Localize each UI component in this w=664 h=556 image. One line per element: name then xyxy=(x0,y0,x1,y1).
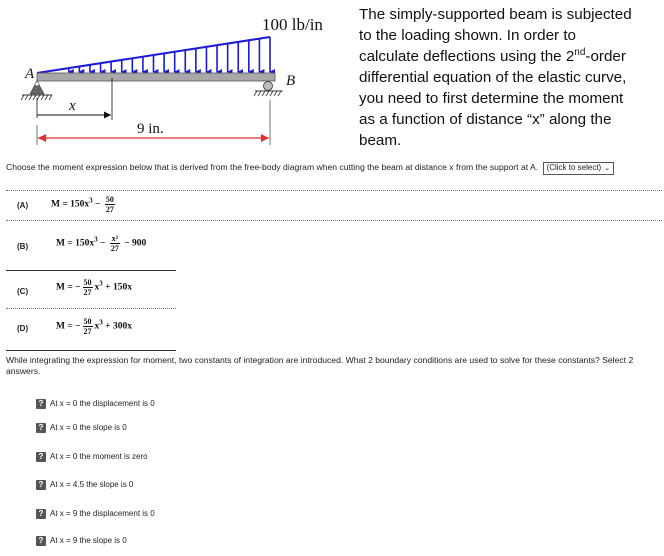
support-a-label: A xyxy=(25,66,35,82)
question-icon: ? xyxy=(36,509,46,519)
span-label: 9 in. xyxy=(137,121,164,137)
problem-line: you need to first determine the moment xyxy=(359,90,624,107)
problem-line: beam. xyxy=(359,132,402,149)
question-icon: ? xyxy=(36,452,46,462)
pin-support-a xyxy=(21,81,52,100)
option-divider xyxy=(6,308,176,309)
answer-checkbox[interactable]: ? At x = 0 the moment is zero xyxy=(36,451,148,463)
problem-line: to the loading shown. In order to xyxy=(359,27,576,44)
option-a-equation: $M = 150x^3$ − $\frac{50}{27}$ xyxy=(51,195,114,214)
chevron-down-icon: ⌄ xyxy=(604,165,611,172)
answer-checkbox[interactable]: ? At x = 0 the displacement is 0 xyxy=(36,398,155,410)
answer-checkbox[interactable]: ? At x = 4.5 the slope is 0 xyxy=(36,479,133,491)
answer-checkbox[interactable]: ? At x = 0 the slope is 0 xyxy=(36,422,127,434)
answer-checkbox[interactable]: ? At x = 9 the displacement is 0 xyxy=(36,508,155,520)
option-d[interactable]: (D) M = − $\frac{50}{27}$ $x^3 + 300x$ xyxy=(17,317,132,336)
distributed-load xyxy=(37,37,270,73)
question-icon: ? xyxy=(36,480,46,490)
problem-statement xyxy=(359,4,661,151)
option-divider xyxy=(6,270,176,271)
load-label: 100 lb/in xyxy=(262,15,323,34)
moment-question xyxy=(6,162,656,175)
support-b-label: B xyxy=(286,73,296,89)
answer-checkbox[interactable]: ? At x = 9 the slope is 0 xyxy=(36,535,127,547)
problem-line: differential equation of the elastic curve, xyxy=(359,69,627,86)
option-c[interactable]: (C) M = − $\frac{50}{27}$ $x^3 + 150x$ xyxy=(17,278,132,297)
option-divider xyxy=(6,220,662,221)
moment-select-dropdown[interactable]: (Click to select) ⌄ xyxy=(543,162,615,175)
problem-line: as a function of distance “x” along the xyxy=(359,111,612,128)
option-b[interactable]: (B) $M = 150x^3$ − $\frac{\text{x²}}{27}$ − 900 xyxy=(17,234,147,253)
problem-line: The simply-supported beam is subjected xyxy=(359,6,632,23)
question-icon: ? xyxy=(36,536,46,546)
option-b-equation: $M = 150x^3$ − $\frac{\text{x²}}{27}$ − 900 xyxy=(56,234,147,253)
question-icon: ? xyxy=(36,399,46,409)
x-label: x xyxy=(69,98,76,114)
beam xyxy=(37,73,275,81)
option-d-equation: M = − $\frac{50}{27}$ $x^3 + 300x$ xyxy=(56,317,132,336)
beam-figure xyxy=(0,0,360,160)
moment-question-text: Choose the moment expression below that is derived from the free-body diagram when cutting the beam at distance x from the support at A. xyxy=(6,162,539,172)
problem-line: calculate deflections using the 2nd-order xyxy=(359,46,626,65)
question-icon: ? xyxy=(36,423,46,433)
roller-support-b xyxy=(254,82,283,97)
option-c-equation: M = − $\frac{50}{27}$ $x^3 + 150x$ xyxy=(56,278,132,297)
option-divider xyxy=(6,350,176,351)
option-a[interactable]: (A) $M = 150x^3$ − $\frac{50}{27}$ xyxy=(6,190,176,220)
boundary-question: While integrating the expression for moment, two constants of integration are introduced. What 2 boundary conditions are used to solve for these constants? Select 2 answers. xyxy=(6,355,634,376)
